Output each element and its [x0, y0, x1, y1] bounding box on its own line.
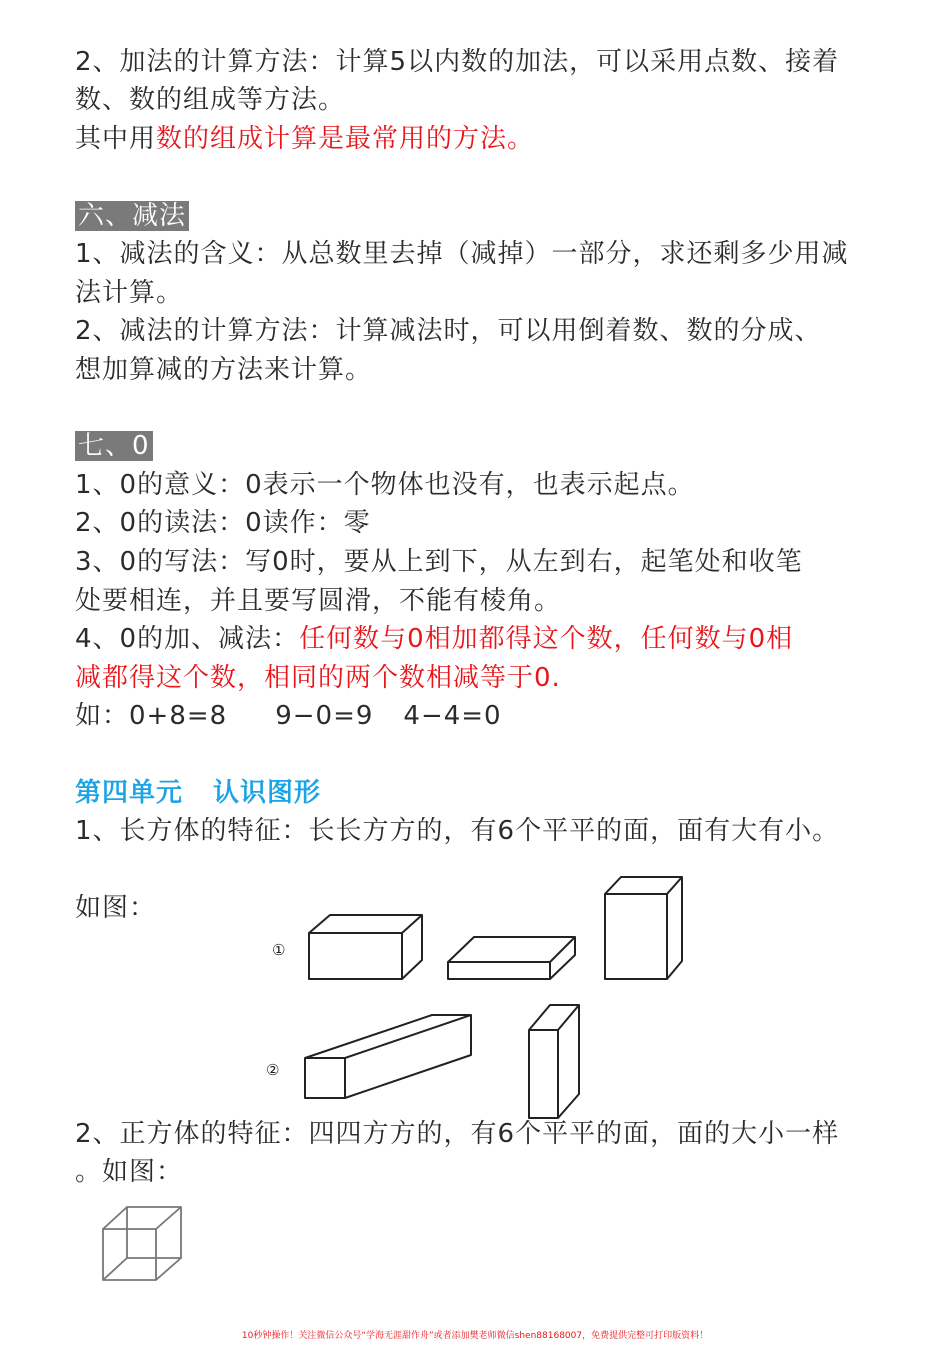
line-zero-reading: 2、0的读法：0读作：零 — [75, 508, 371, 538]
heading-zero-label: 七、0 — [75, 431, 153, 461]
line-addition-method-cont: 数、数的组成等方法。 — [75, 85, 346, 115]
cuboid-2-drawing — [448, 937, 575, 979]
line-cuboid-feature: 1、长方体的特征：长长方方的，有6个平平的面，面有大有小。 — [75, 816, 840, 846]
example-1: 如：0+8=8 — [75, 701, 228, 731]
cuboid-1-drawing — [309, 915, 422, 979]
line-zero-addsub-cont: 减都得这个数，相同的两个数相减等于0. — [75, 663, 561, 693]
cuboid-4-drawing — [305, 1015, 471, 1098]
cube-drawing — [103, 1207, 181, 1280]
zero-addsub-rule: 任何数与0相加都得这个数，任何数与0相 — [299, 624, 794, 654]
line-zero-meaning: 1、0的意义：0表示一个物体也没有，也表示起点。 — [75, 470, 695, 500]
note-highlight: 数的组成计算是最常用的方法。 — [156, 124, 535, 154]
example-3: 4−4=0 — [403, 701, 502, 731]
line-cube-feature: 2、正方体的特征：四四方方的，有6个平平的面，面的大小一样 — [75, 1119, 840, 1149]
line-cube-feature-cont: 。如图： — [75, 1157, 184, 1187]
line-subtraction-method: 2、减法的计算方法：计算减法时，可以用倒着数、数的分成、 — [75, 316, 822, 346]
figure-mark-1: ① — [272, 941, 286, 959]
line-as-figure: 如图： — [75, 893, 157, 923]
line-subtraction-meaning: 1、减法的含义：从总数里去掉（减掉）一部分，求还剩多少用减 — [75, 239, 849, 269]
note-prefix: 其中用 — [75, 124, 157, 154]
line-subtraction-method-cont: 想加算减的方法来计算。 — [75, 355, 373, 385]
cuboid-3-drawing — [605, 877, 682, 979]
unit-number: 第四单元 — [75, 778, 184, 808]
example-2: 9−0=9 — [275, 701, 374, 731]
zero-addsub-prefix: 4、0的加、减法： — [75, 624, 300, 654]
cuboid-5-drawing — [529, 1005, 579, 1118]
footer-note: 10秒钟操作！关注微信公众号“学海无涯甜作舟”或者添加樊老师微信shen88168007，免费提供完整可打印版资料！ — [241, 1331, 709, 1341]
line-subtraction-meaning-cont: 法计算。 — [75, 278, 184, 308]
figure-mark-2: ② — [266, 1061, 280, 1079]
heading-subtraction-label: 六、减法 — [75, 201, 189, 231]
line-zero-writing-cont: 处要相连，并且要写圆滑，不能有棱角。 — [75, 586, 562, 616]
unit-title: 认识图形 — [213, 778, 322, 808]
line-zero-writing: 3、0的写法：写0时，要从上到下，从左到右，起笔处和收笔 — [75, 547, 803, 577]
line-addition-method: 2、加法的计算方法：计算5以内数的加法，可以采用点数、接着 — [75, 47, 840, 77]
